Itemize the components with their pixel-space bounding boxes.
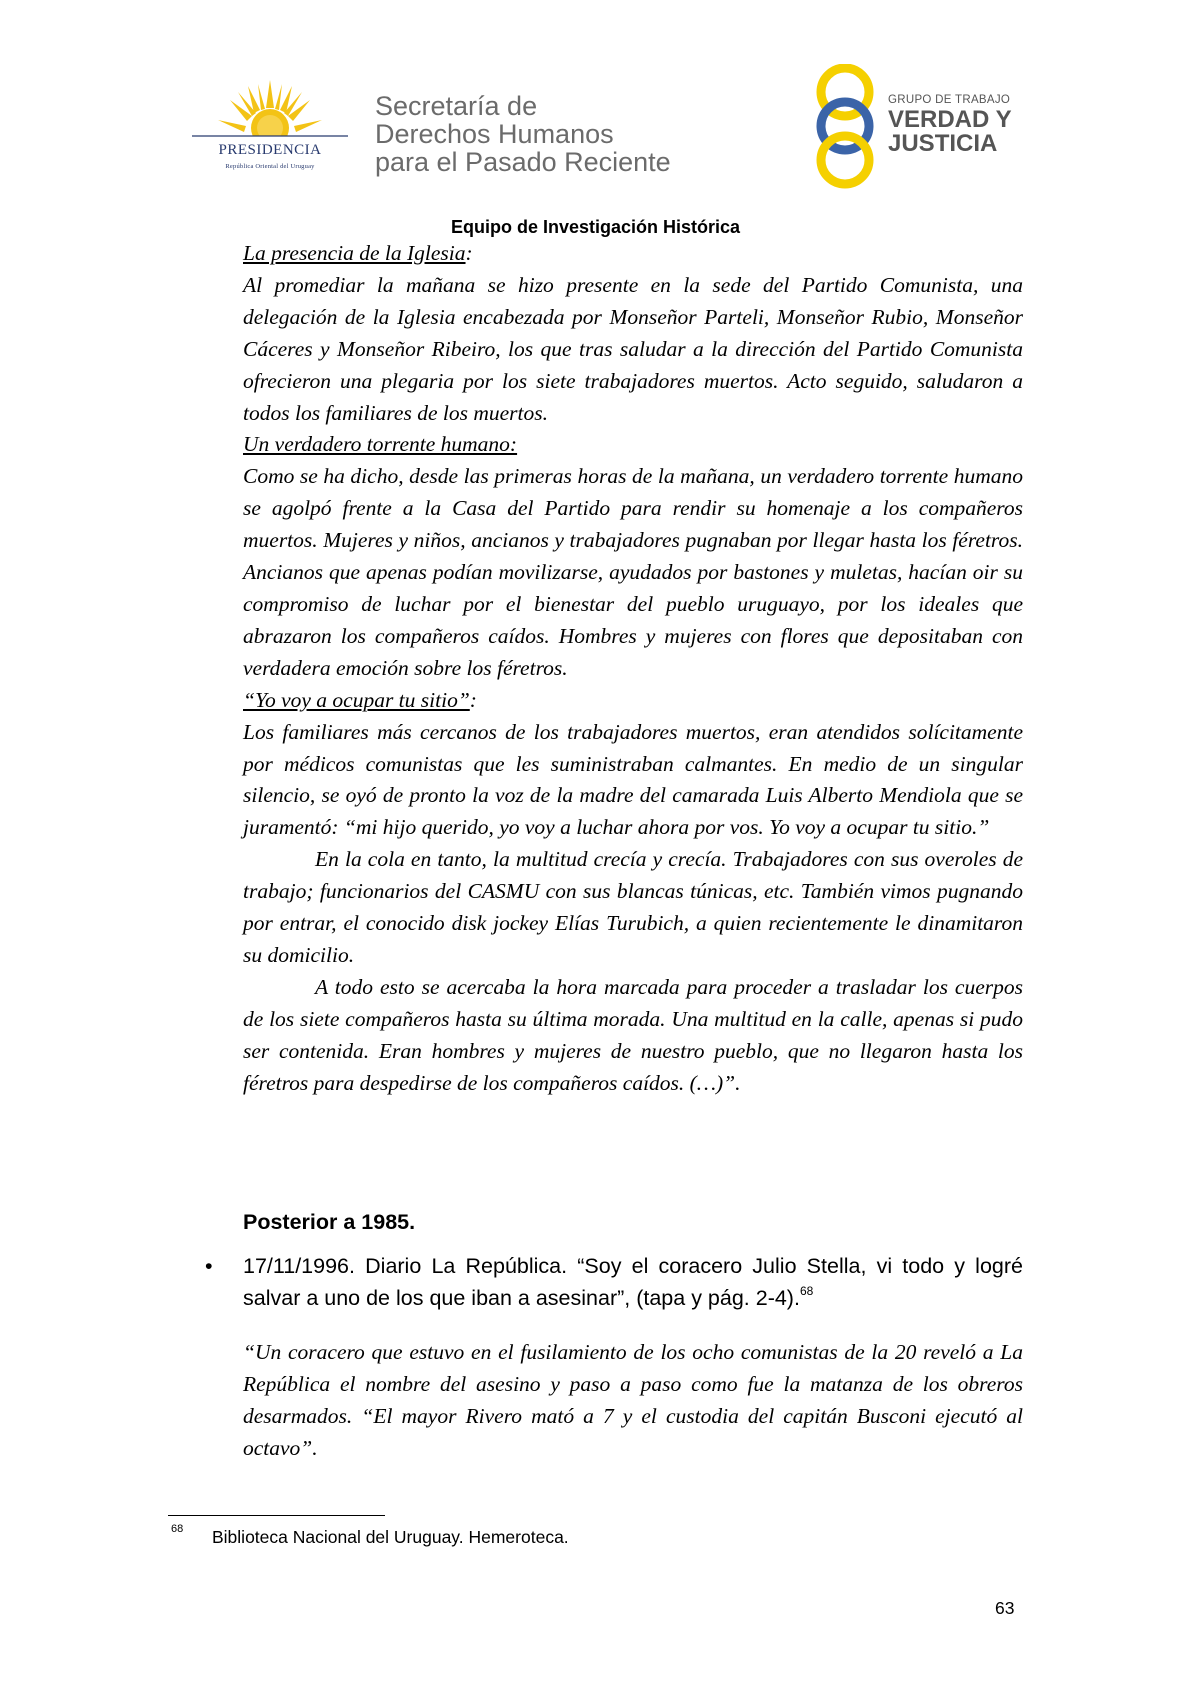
secretaria-line-2: Derechos Humanos: [375, 119, 614, 149]
subheading-sitio-colon: :: [469, 687, 477, 712]
paragraph-cola: En la cola en tanto, la multitud crecía y crecía. Trabajadores con sus overoles de trabajo; funcionarios del CASMU con sus blancas túnicas, etc. También vimos pugnando por entrar, el conocido disk jockey Elías Turubich, a quien recientemente le dinamitaron su domicilio.: [243, 847, 1023, 967]
footnote-divider: [168, 1515, 385, 1516]
quoted-excerpt: “Un coracero que estuvo en el fusilamiento de los ocho comunistas de la 20 reveló a La República el nombre del asesino y paso a paso como fue la matanza de los obreros desarmados. “El mayor Rivero mató a 7 y el custodia del capitán Busconi ejecutó al octavo”.: [243, 1340, 1023, 1460]
quoted-article-body: [243, 238, 1023, 1099]
subheading-sitio-text: “Yo voy a ocupar tu sitio”: [243, 687, 470, 712]
linked-rings-icon: [810, 64, 880, 189]
paragraph-traslado: A todo esto se acercaba la hora marcada para proceder a trasladar los cuerpos de los siete compañeros hasta su última morada. Una multitud en la calle, apenas si pudo ser contenida. Eran hombres y mujeres de nuestro pueblo, que no llegaron hasta los féretros para despedirse de los compañeros caídos. (…)”.: [243, 974, 1023, 1095]
subheading-iglesia: [243, 238, 1023, 270]
team-heading: Equipo de Investigación Histórica: [450, 217, 741, 237]
subheading-iglesia-colon: :: [465, 241, 473, 265]
footnote-number: 68: [171, 1523, 184, 1535]
grupo-line-3: JUSTICIA: [888, 130, 998, 157]
footnote-text: Biblioteca Nacional del Uruguay. Hemeroteca.: [212, 1527, 569, 1547]
grupo-verdad-justicia-logo: [810, 64, 1030, 189]
paragraph-iglesia: Al promediar la mañana se hizo presente en la sede del Partido Comunista, una delegación de la Iglesia encabezada por Monseñor Parteli, Monseñor Rubio, Monseñor Cáceres y Monseñor Ribeiro, los que tras saludar a la dirección del Partido Comunista ofrecieron una plegaria por los siete trabajadores muertos. Acto seguido, saludaron a todos los familiares de los muertos.: [243, 272, 1023, 425]
page-number: 63: [995, 1598, 1015, 1618]
presidencia-subtitle: República Oriental del Uruguay: [225, 163, 315, 170]
bullet-text-block: [243, 1251, 1023, 1314]
grupo-line-1: GRUPO DE TRABAJO: [888, 94, 1011, 106]
secretaria-logotype: [375, 92, 671, 176]
subheading-iglesia-text: La presencia de la Iglesia: [243, 241, 466, 265]
paragraph-torrente: Como se ha dicho, desde las primeras horas de la mañana, un verdadero torrente humano se agolpó frente a la Casa del Partido para rendir su homenaje a los compañeros muertos. Mujeres y niños, ancianos y trabajadores pugnaban por llegar hasta los féretros. Ancianos que apenas podían movilizarse, ayudados por bastones y muletas, hacían oir su compromiso de luchar por el bienestar del pueblo uruguayo, por los ideales que abrazaron los compañeros caídos. Hombres y mujeres con flores que depositaban con verdadera emoción sobre los féretros.: [243, 464, 1023, 680]
presidencia-logo: [190, 78, 350, 178]
secretaria-line-1: Secretaría de: [375, 91, 538, 121]
bullet-text: 17/11/1996. Diario La República. “Soy el coracero Julio Stella, vi todo y logré salvar a uno de los que iban a asesinar”, (tapa y pág. 2-4).: [243, 1254, 1023, 1310]
footnote-reference: 68: [799, 1283, 814, 1298]
paragraph-familiares: Los familiares más cercanos de los trabajadores muertos, eran atendidos solícitamente por médicos comunistas que les suministraban calmantes. En medio de un singular silencio, se oyó de pronto la voz de la madre del camarada Luis Alberto Mendiola que se juramentó: “mi hijo querido, yo voy a luchar ahora por vos. Yo voy a ocupar tu sitio.”: [243, 719, 1023, 840]
subheading-sitio: [243, 685, 1023, 717]
sun-emblem-icon: [190, 78, 350, 148]
bullet-icon: •: [205, 1254, 213, 1278]
grupo-line-2: VERDAD Y: [888, 106, 1012, 133]
subheading-torrente-text: Un verdadero torrente humano:: [243, 432, 518, 457]
presidencia-wordmark: PRESIDENCIA: [218, 142, 322, 158]
secretaria-line-3: para el Pasado Reciente: [375, 147, 671, 177]
section-heading: Posterior a 1985.: [243, 1210, 416, 1234]
page-header: [0, 0, 1191, 220]
subheading-torrente: [243, 429, 1023, 461]
